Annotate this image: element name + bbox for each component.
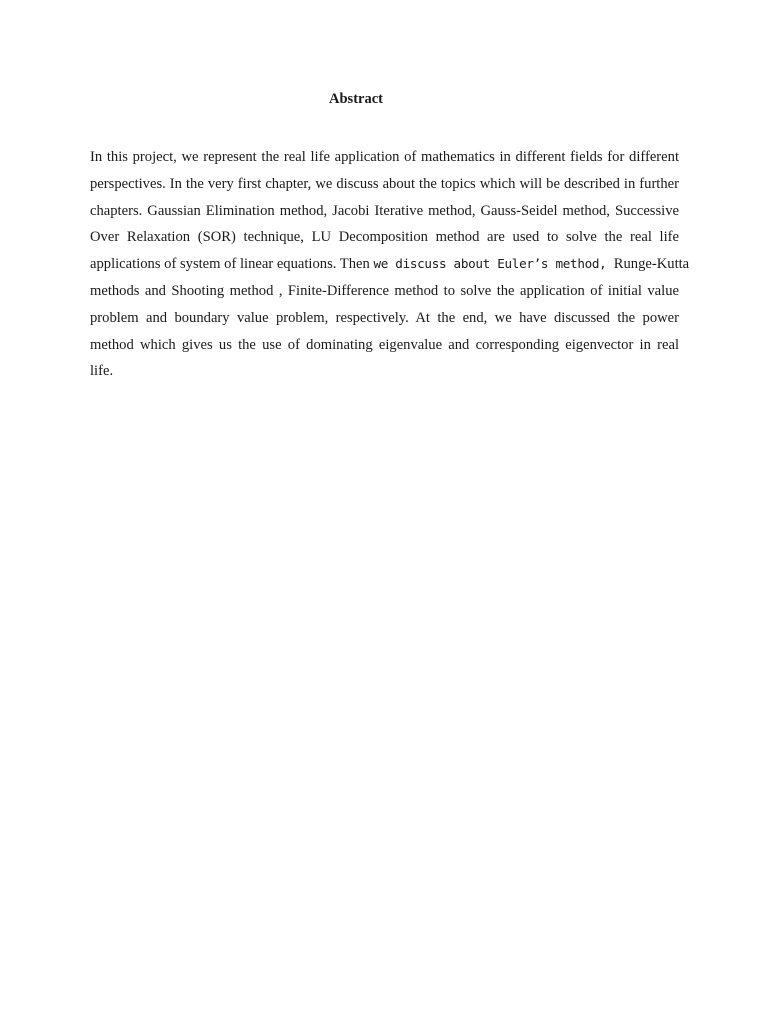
line-text: applications of system of linear equations. Then	[90, 256, 374, 273]
abstract-heading: Abstract	[329, 91, 383, 107]
paragraph-line-4	[90, 224, 679, 251]
paragraph-line-2	[90, 171, 679, 198]
paragraph-line-8	[90, 332, 679, 359]
line-text: In this project, we represent the real life application of mathematics in different fields for different	[90, 149, 679, 165]
paragraph-line-9	[90, 358, 679, 385]
abstract-paragraph	[90, 144, 690, 385]
line-text-alt-font: we discuss about Euler’s method,	[373, 256, 607, 272]
line-text: perspectives. In the very first chapter, we discuss about the topics which will be described in further	[90, 175, 679, 192]
paragraph-line-5	[90, 251, 690, 278]
paragraph-line-1	[90, 144, 679, 171]
paragraph-line-6	[90, 278, 679, 305]
line-text: Over Relaxation (SOR) technique, LU Decomposition method are used to solve the real life	[90, 229, 679, 246]
line-text: problem and boundary value problem, respectively. At the end, we have discussed the power	[90, 309, 679, 326]
line-text: method which gives us the use of dominating eigenvalue and corresponding eigenvector in real	[90, 336, 679, 353]
line-text: chapters. Gaussian Elimination method, Jacobi Iterative method, Gauss-Seidel method, Successive	[90, 202, 679, 219]
line-text: life.	[90, 363, 114, 380]
line-text: Runge-Kutta	[606, 256, 690, 273]
paragraph-line-3	[90, 198, 679, 225]
line-text: methods and Shooting method , Finite-Difference method to solve the application of initial value	[90, 282, 679, 299]
paragraph-line-7	[90, 305, 679, 332]
